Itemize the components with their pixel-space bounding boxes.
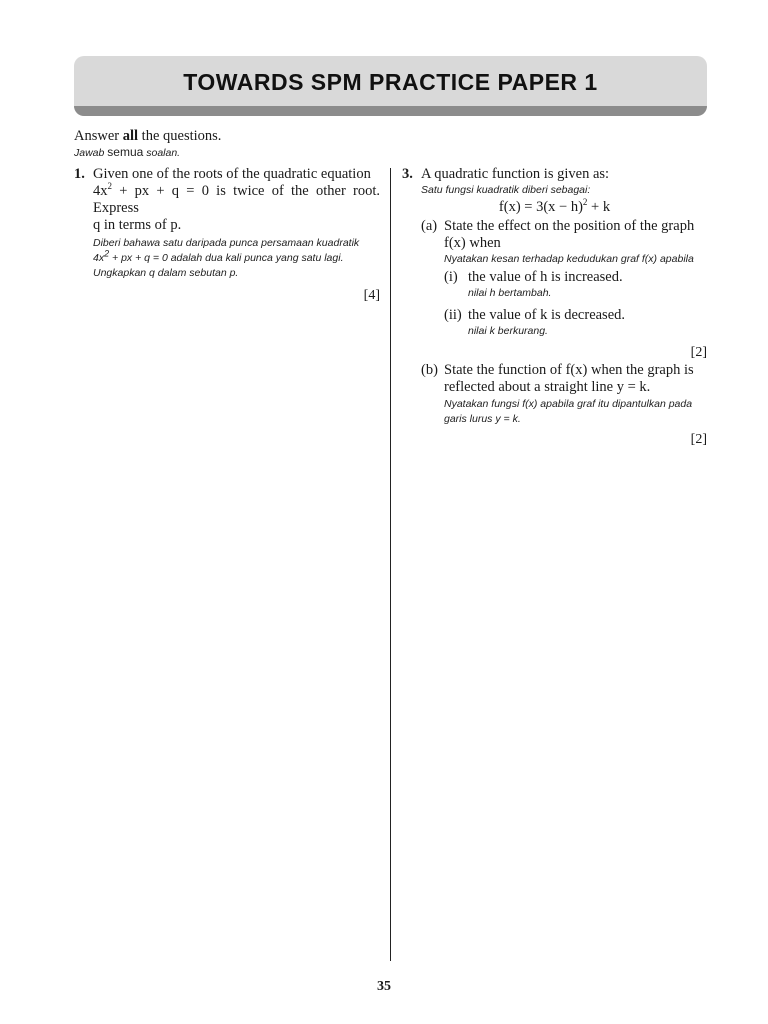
- q3-intro-ms: Satu fungsi kuadratik diberi sebagai:: [421, 184, 591, 196]
- q3-a-marks: [2]: [690, 345, 707, 360]
- q3-part-b: [421, 362, 707, 448]
- q3-a-ii-en: the value of k is decreased.: [468, 307, 626, 323]
- instructions: [74, 128, 221, 161]
- q3-function-a: f(x) = 3(x − h): [498, 199, 583, 215]
- q1-en-equation: [93, 183, 380, 217]
- instructions-en-bold: all: [122, 128, 139, 144]
- q3-a-en-line1: State the effect on the position of the graph: [444, 218, 695, 234]
- q1-ms-line1: Diberi bahawa satu daripada punca persamaan kuadratik: [93, 237, 360, 249]
- q1-eq-sup: 2: [107, 181, 112, 192]
- instructions-ms-bold: semua: [107, 145, 144, 159]
- q3-b-ms-line2: garis lurus y = k.: [444, 413, 521, 425]
- q3-b-en: [444, 362, 707, 396]
- q3-a-ms: Nyatakan kesan terhadap kedudukan graf f(x) apabila: [444, 253, 694, 265]
- q3-b-ms-line1: Nyatakan fungsi f(x) apabila graf itu dipantulkan pada: [444, 398, 693, 410]
- q3-a-i-ms: nilai h bertambah.: [468, 287, 552, 299]
- instructions-ms-pre: Jawab: [74, 147, 108, 159]
- q3-function-b: + k: [587, 199, 611, 215]
- instructions-en-pre: Answer: [74, 128, 123, 144]
- q3-function: [402, 199, 707, 216]
- instructions-en: [74, 128, 221, 145]
- q3-intro-en: A quadratic function is given as:: [421, 166, 610, 182]
- q3-a-i-label: (i): [444, 269, 458, 285]
- q3-b-ms: [444, 397, 707, 427]
- question-1-number: 1.: [74, 166, 85, 182]
- q3-b-en-line2: reflected about a straight line y = k.: [444, 379, 651, 395]
- q1-ms-line3: Ungkapkan q dalam sebutan p.: [93, 267, 239, 279]
- question-3-number: 3.: [402, 166, 413, 182]
- q1-ms-equation: [93, 248, 380, 266]
- q1-en-line3: q in terms of p.: [93, 217, 182, 233]
- question-1: [74, 166, 380, 304]
- q3-a-en: [444, 218, 707, 252]
- q3-a-i: [444, 269, 707, 301]
- q3-a-en-line2: f(x) when: [444, 235, 501, 251]
- page-number: 35: [377, 979, 391, 994]
- q3-part-a-label: (a): [421, 218, 438, 234]
- q1-en-line1: Given one of the roots of the quadratic equation: [93, 166, 371, 182]
- question-1-ms: [93, 236, 380, 281]
- instructions-ms-post: soalan.: [143, 147, 181, 159]
- q3-b-marks: [2]: [690, 432, 707, 447]
- q1-marks: [4]: [363, 288, 380, 303]
- page-title: TOWARDS SPM PRACTICE PAPER 1: [183, 68, 598, 95]
- q1-eq-rest: + px + q = 0 is twice of the other root. Express: [93, 183, 380, 216]
- q3-function-sup: 2: [582, 197, 588, 208]
- q3-a-i-en: the value of h is increased.: [468, 269, 623, 285]
- q1-eq-4x: 4x: [93, 183, 108, 199]
- title-banner: [74, 56, 707, 108]
- column-divider: [390, 168, 391, 961]
- instructions-en-post: the questions.: [138, 128, 222, 144]
- q1-ms-eq-rest: + px + q = 0 adalah dua kali punca yang satu lagi.: [109, 252, 344, 264]
- question-1-en: [93, 166, 380, 234]
- instructions-ms: [74, 145, 221, 161]
- q3-part-a: [421, 218, 707, 361]
- q3-a-ii: [444, 307, 707, 339]
- q1-ms-eq-4x: 4x: [93, 252, 105, 264]
- q3-a-ii-label: (ii): [444, 307, 462, 323]
- q3-a-ii-ms: nilai k berkurang.: [468, 325, 548, 337]
- banner-shadow: [74, 106, 707, 116]
- q3-part-b-label: (b): [421, 362, 438, 378]
- q3-b-en-line1: State the function of f(x) when the graph is: [444, 362, 694, 378]
- question-3: [402, 166, 707, 448]
- q1-ms-eq-sup: 2: [104, 248, 110, 259]
